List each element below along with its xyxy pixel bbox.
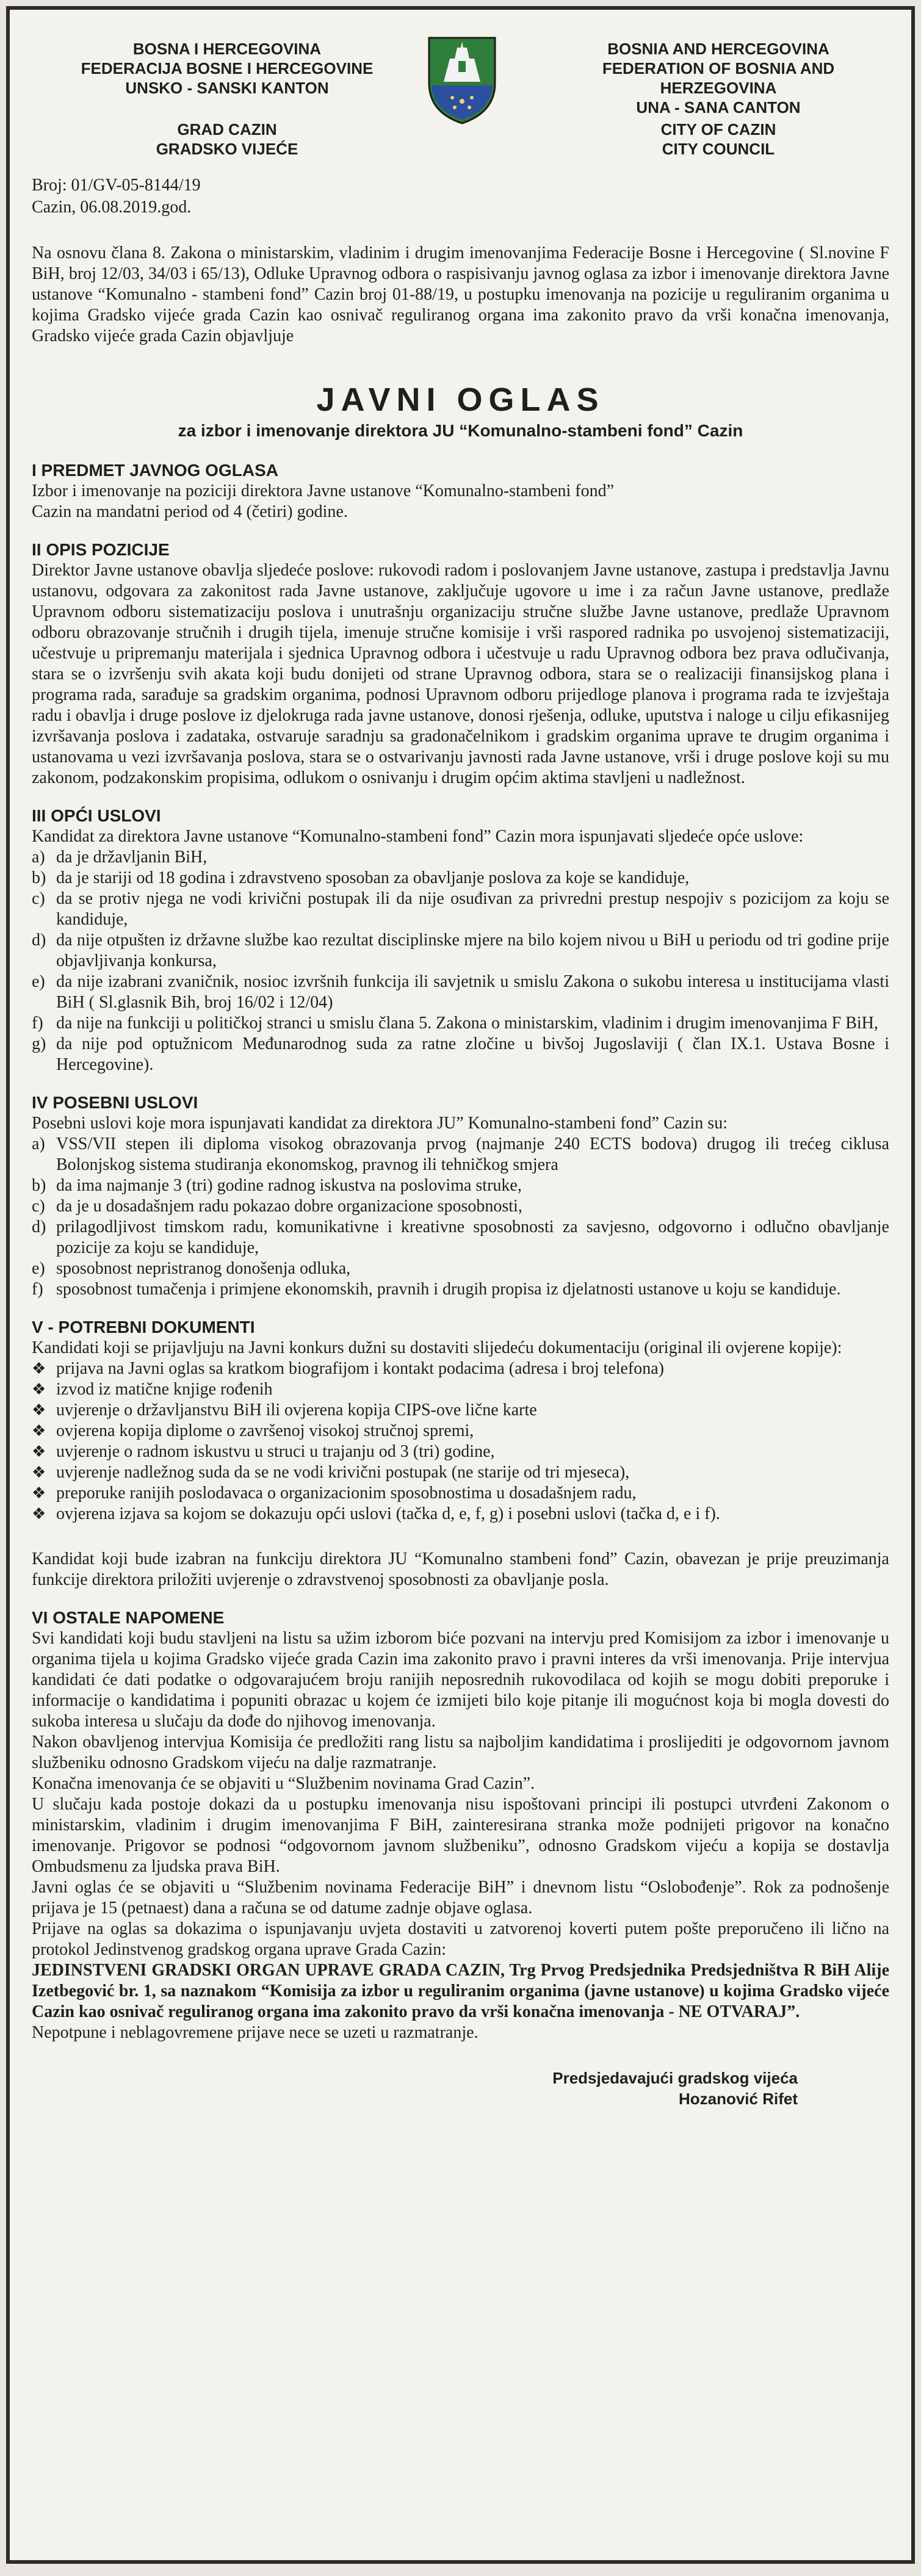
header-right-line: FEDERATION OF BOSNIA AND HERZEGOVINA [602, 59, 835, 97]
section-intro: Posebni uslovi koje mora ispunjavati kandidat za direktora JU” Komunalno-stambeni fond” Cazin su: [32, 1114, 728, 1133]
section-intro: Kandidat za direktora Javne ustanove “Komunalno-stambeni fond” Cazin mora ispunjavati sljedeće opće uslove: [32, 827, 804, 846]
list-item: ❖ izvod iz matične knjige rođenih [32, 1380, 273, 1399]
header-left-sub [56, 120, 398, 159]
submission-address: JEDINSTVENI GRADSKI ORGAN UPRAVE GRADA CAZIN, Trg Prvog Predsjednika Predsjedništva R BiH Alije Izetbegović br. 1, sa naznakom “Komisija za izbor u reguliranim organima (javne ustanove) u kojima Gradsko vijeće Cazin kao osnivač reguliranog organa ima zakonito pravo da vrši konačna imenovanja - NE OTVARAJ”. [32, 1961, 889, 2021]
list-item: e) da nije izabrani zvaničnik, nosioc izvršnih funkcija ili savjetnik u smislu Zakona o sukobu interesa u institucijama vlasti BiH ( Sl.glasnik Bih, broj 16/02 i 12/04) [32, 972, 889, 1012]
bullet-icon: ❖ [32, 1401, 46, 1419]
section-heading: IV POSEBNI USLOVI [32, 1093, 198, 1112]
signature-name: Hozanović Rifet [678, 2090, 798, 2108]
bullet-icon: ❖ [32, 1463, 46, 1481]
bullet-icon: ❖ [32, 1505, 46, 1523]
intro-paragraph: Na osnovu člana 8. Zakona o ministarskim, vladinim i drugim imenovanjima Federacije Bosne i Hercegovine ( Sl.novine F BiH, broj 12/03, 34/03 i 65/13), Odluke Upravnog odbora o raspisivanju javnog oglasa za izbor i imenovanje direktora Javne ustanove “Komunalno - stambeni fond” Cazin broj 01-88/19, u postupku imenovanja na pozicije u reguliranim organima u kojima Gradsko vijeće grada Cazin kao osnivač reguliranog organa ima zakonito pravo da vrši konačna imenovanja, Gradsko vijeće grada Cazin objavljuje [32, 244, 889, 345]
list-item: c) da je u dosadašnjem radu pokazao dobre organizacione sposobnosti, [32, 1197, 522, 1216]
letterhead [32, 22, 889, 168]
bullet-icon: ❖ [32, 1380, 46, 1398]
list-item: d) da nije otpušten iz državne službe kao rezultat disciplinske mjere na bilo kojem nivou u BiH u periodu od tri godine prije objavljivanja konkursa, [32, 931, 889, 970]
section-text: Direktor Javne ustanove obavlja sljedeće poslove: rukovodi radom i poslovanjem Javne ustanove, zastupa i predstavlja Javnu ustanovu, odgovara za zakonitost rada Javne ustanove, zaključuje ugovore u ime i za račun Javne ustanove, predlaže Upravnom odboru sistematizaciju poslova i unutrašnju organizaciju stručne službe Javne ustanove, predlaže Upravnom odboru obrazovanje stručnih i drugih tijela, imenuje stručne komisije i vrši raspored radnika po usvojenoj sistematizaciji, učestvuje u pripremanju materijala i sjednica Upravnog odbora i učestvuje u radu Upravnog odbora bez prava odlučivanja, stara se o izvršenju svih akata koji budu donijeti od strane Upravnog odbora, stara se o realizaciji finansijskog plana i programa rada, sarađuje sa gradskim organima, podnosi Upravnom odboru prijedloge planova i programa rada te izvještaja radu i obavlja i druge poslove iz djelokruga rada javne ustanove, donosi rješenja, odluke, uputstva i naloge u cilju efikasnijeg izvršavanja poslova i zadataka, ostvaruje saradnju sa gradonačelnikom i gradskim organima uprave te drugim organima i ustanovama u vezi izvršavanja poslova, stara se o ostvarivanju javnosti rada Javne ustanove, vrši i druge poslove koji su mu zakonom, podzakonskim propisima, odlukom o osnivanju i drugim općim aktima stavljeni u nadležnost. [32, 561, 889, 787]
list-item: ❖ prijava na Javni oglas sa kratkom biografijom i kontakt podacima (adresa i broj telefona) [32, 1359, 665, 1378]
list-item: a) VSS/VII stepen ili diploma visokog obrazovanja prvog (najmanje 240 ECTS bodova) drugog ili trećeg ciklusa Bolonjskog sistema studiranja ekonomskog, pravnog ili tehničkog smjera [32, 1135, 889, 1174]
header-left-line: UNSKO - SANSKI KANTON [125, 79, 329, 97]
section-intro: Kandidati koji se prijavljuju na Javni konkurs dužni su dostaviti slijedeću dokumentaciju (original ili ovjerene kopije): [32, 1338, 842, 1357]
section-text: Konačna imenovanja će se objaviti u “Službenim novinama Grad Cazin”. [32, 1774, 535, 1793]
reference-block [32, 175, 889, 218]
special-conditions-list [32, 1134, 889, 1300]
list-item: b) da je stariji od 18 godina i zdravstveno sposoban za obavljanje poslova za koje se kandiduje, [32, 868, 690, 887]
section-text: U slučaju kada postoje dokazi da u postupku imenovanja nisu ispoštovani principi ili postupci utvrđeni Zakonom o ministarskim, vladinim i drugim imenovanjima F BiH, zainteresirana stranka može podnijeti prigovor na konačno imenovanje. Prigovor se podnosi “odgovornom javnom službeniku”, odnosno Gradskom vijeću a kopija se dostavlja Ombudsmenu za ljudska prava BiH. [32, 1795, 889, 1876]
section-heading: II OPIS POZICIJE [32, 540, 170, 559]
general-conditions-list [32, 847, 889, 1075]
council-name: GRADSKO VIJEĆE [156, 140, 298, 158]
list-item: b) da ima najmanje 3 (tri) godine radnog iskustva na poslovima struke, [32, 1176, 522, 1195]
list-item: ❖ ovjerena izjava sa kojom se dokazuju opći uslovi (tačka d, e, f, g) i posebni uslovi (tačka d, e i f). [32, 1504, 720, 1523]
section-text: Izbor i imenovanje na poziciji direktora Javne ustanove “Komunalno-stambeni fond” [32, 482, 615, 500]
section-heading: III OPĆI USLOVI [32, 806, 161, 825]
signature-block [32, 2068, 889, 2109]
document-title: JAVNI OGLAS [316, 381, 605, 418]
documents-list [32, 1358, 889, 1524]
bullet-icon: ❖ [32, 1422, 46, 1440]
city-name-en: CITY OF CAZIN [660, 120, 776, 139]
bullet-icon: ❖ [32, 1484, 46, 1502]
header-right-line: UNA - SANA CANTON [636, 98, 801, 117]
reference-number: Broj: 01/GV-05-8144/19 [32, 176, 201, 195]
section-text: Javni oglas će se objaviti u “Službenim novinama Federacije BiH” i dnevnom listu “Oslobođenje”. Rok za podnošenje prijava je 15 (petnaest) dana a računa se od datume zadnje objave oglasa. [32, 1878, 889, 1918]
list-item: f) sposobnost tumačenja i primjene ekonomskih, pravnih i drugih propisa iz djelatnosti ustanove u koju se kandiduje. [32, 1280, 841, 1299]
list-item: ❖ ovjerena kopija diplome o završenoj visokoj stručnoj spremi, [32, 1421, 474, 1440]
document-subtitle: za izbor i imenovanje direktora JU “Komunalno-stambeni fond” Cazin [178, 421, 743, 440]
section-text: Cazin na mandatni period od 4 (četiri) godine. [32, 502, 348, 521]
list-item: g) da nije pod optužnicom Međunarodnog suda za ratne zločine u bivšoj Jugoslaviji ( član IX.1. Ustava Bosne i Hercegovine). [32, 1034, 889, 1074]
list-item: ❖ uvjerenje o državljanstvu BiH ili ovjerena kopija CIPS-ove lične karte [32, 1401, 537, 1420]
section-text: Svi kandidati koji budu stavljeni na listu sa užim izborom biće pozvani na intervju pred Komisijom za izbor i imenovanje u organima tijela u kojima Gradsko vijeće grada Cazin ima zakonito pravo i pravni interes da vrši imenovanja. Prije intervjua kandidati će dati podatke o odgovarajućem broju ranijih neposrednih rukovodilaca od kojih se mogu dobiti preporuke i informacije o kandidatima i popuniti obrazac u kojem će izmijeti bilo koje pitanje ili mogućnost koja bi mogla dovesti do sukoba interesa u slučaju da dođe do njihovog imenovanja. [32, 1629, 889, 1731]
list-item: d) prilagodljivost timskom radu, komunikativne i kreativne sposobnosti za savjesno, odgovorno i odlučno obavljanje pozicije za koju se kandiduje, [32, 1218, 889, 1257]
section-heading: VI OSTALE NAPOMENE [32, 1608, 225, 1627]
city-name: GRAD CAZIN [177, 120, 277, 139]
document-page [6, 6, 915, 2564]
coat-of-arms-icon [425, 34, 499, 126]
list-item: ❖ uvjerenje o radnom iskustvu u struci u trajanju od 3 (tri) godine, [32, 1442, 495, 1461]
list-item: c) da se protiv njega ne vodi krivični postupak ili da nije osuđivan za privredni prestup nespojiv s pozicijom za koju se kandiduje, [32, 889, 889, 929]
header-right-sub [547, 120, 889, 159]
signature-role: Predsjedavajući gradskog vijeća [552, 2069, 798, 2087]
header-left-line: BOSNA I HERCEGOVINA [132, 40, 322, 58]
header-right-line: BOSNIA AND HERCEGOVINA [607, 40, 829, 58]
council-name-en: CITY COUNCIL [662, 140, 775, 158]
list-item: f) da nije na funkciji u političkoj stranci u smislu člana 5. Zakona o ministarskim, vladinim i drugim imenovanjima F BiH, [32, 1014, 878, 1033]
header-right [547, 39, 889, 117]
bullet-icon: ❖ [32, 1443, 46, 1460]
list-item: ❖ uvjerenje nadležnog suda da se ne vodi krivični postupak (ne starije od tri mjeseca), [32, 1463, 630, 1482]
list-item: a) da je državljanin BiH, [32, 848, 208, 867]
section-text: Nepotpune i neblagovremene prijave nece se uzeti u razmatranje. [32, 2023, 479, 2042]
section-heading: I PREDMET JAVNOG OGLASA [32, 461, 278, 480]
list-item: e) sposobnost nepristranog donošenja odluka, [32, 1259, 351, 1278]
bullet-icon: ❖ [32, 1360, 46, 1377]
section-text: Prijave na oglas sa dokazima o ispunjavanju uvjeta dostaviti u zatvorenoj koverti putem pošte preporučeno ili lično na protokol Jedinstvenog gradskog organa uprave Grada Cazin: [32, 1919, 889, 1959]
header-left-line: FEDERACIJA BOSNE I HERCEGOVINE [81, 59, 374, 78]
section-heading: V - POTREBNI DOKUMENTI [32, 1318, 255, 1337]
section-text: Nakon obavljenog intervjua Komisija će predložiti rang listu sa najboljim kandidatima i proslijediti je odgovornom javnom službeniku odnosno Gradskom vijeću na dalje razmatranje. [32, 1733, 889, 1772]
list-item: ❖ preporuke ranijih poslodavaca o organizacionim sposobnostima u dosadašnjem radu, [32, 1484, 637, 1503]
selection-note: Kandidat koji bude izabran na funkciju direktora JU “Komunalno stambeni fond” Cazin, obavezan je prije preuzimanja funkcije direktora priložiti uvjerenje o zdravstvenoj sposobnosti za obavljanje posla. [32, 1550, 889, 1589]
header-left [56, 39, 398, 98]
reference-date: Cazin, 06.08.2019.god. [32, 198, 192, 217]
